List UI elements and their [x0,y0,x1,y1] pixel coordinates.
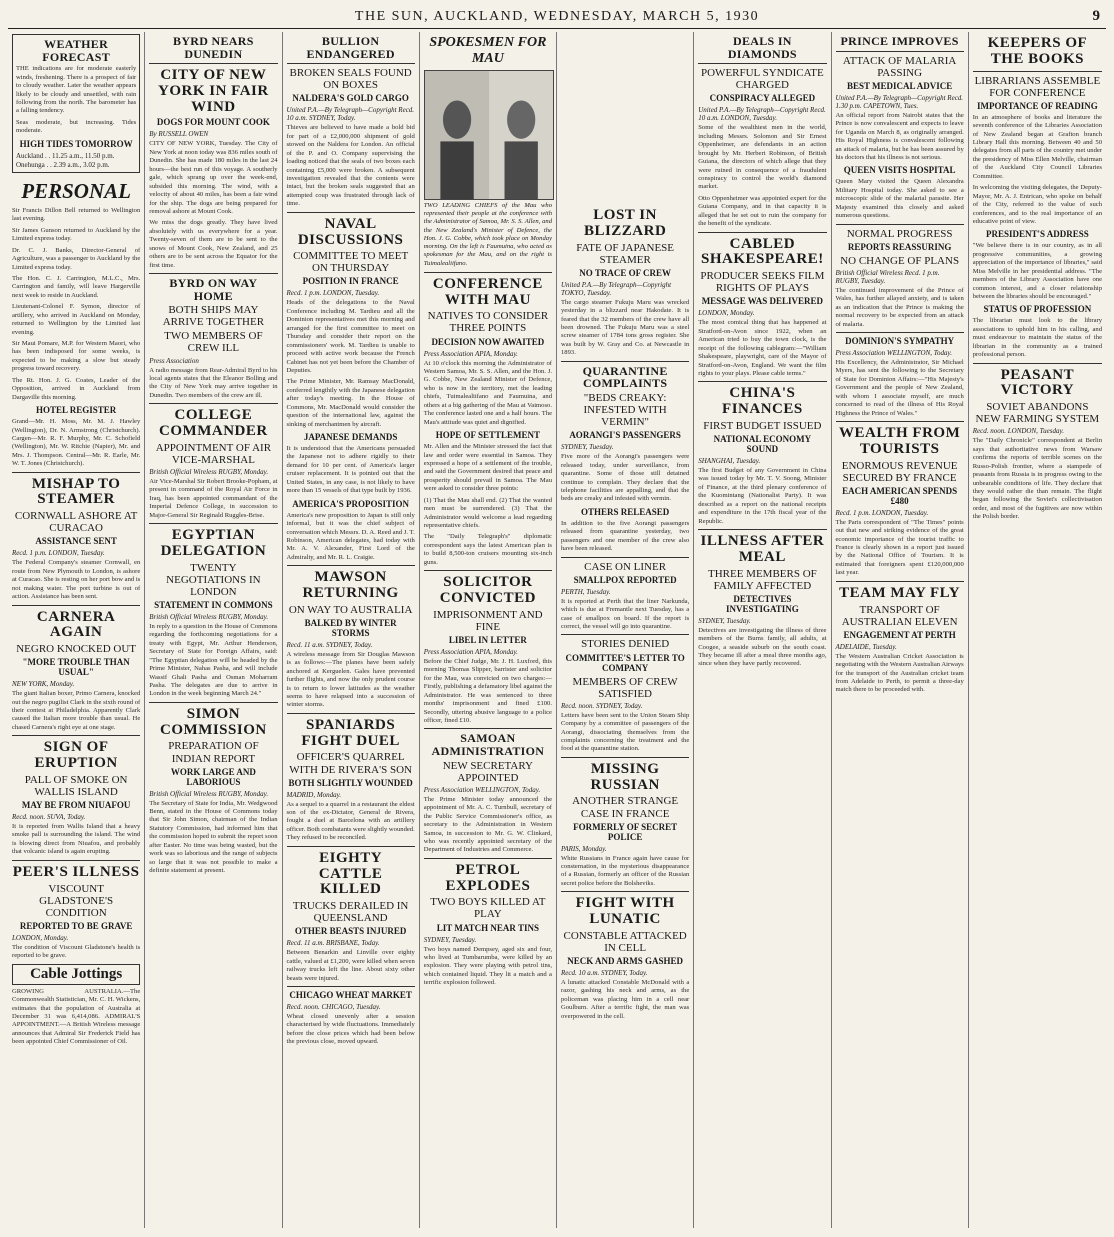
diamonds-dateline: United P.A.—By Telegraph—Copyright Recd. 10 a.m. LONDON, Tuesday. [698,106,826,123]
solicitor-subhead-2: LIBEL IN LETTER [448,634,527,645]
peasant-dateline: Recd. noon. LONDON, Tuesday. [972,427,1064,436]
tide-auckland: Auckland . . 11.25 a.m., 11.50 p.m. [16,151,115,160]
petrol-headline: PETROL EXPLODES [445,861,531,894]
mawson-subhead: ON WAY TO AUSTRALIA [288,603,413,616]
mawson-dateline: Recd. 11 a.m. SYDNEY, Today. [286,640,373,649]
hope-subhead: HOPE OF SETTLEMENT [435,430,540,441]
mawson-text: A wireless message from Sir Douglas Mawson is as follows:—The planes have been safely anchored at Kerguelen. Gales have prevented further flights, and now the only prudent course is to return to lower latitudes as the weather seems to have relapsed into a succession of winter storms. [286,650,415,709]
college-subhead: APPOINTMENT OF AIR VICE-MARSHAL [155,441,272,466]
mishap-subhead: CORNWALL ASHORE AT CURACAO [14,510,138,535]
bullion-subhead: BROKEN SEALS FOUND ON BOXES [289,67,412,92]
prince-subhead-2: BEST MEDICAL ADVICE [846,80,953,91]
smallpox-text: It is reported at Perth that the liner Narkunda, which is due at Fremantle next Tuesday, has a case of smallpox on board. If the report is correct, the vessel will go into quarantine. [561,597,690,630]
illness-text: Detectives are investigating the illness of three members of the Burns family, all adults, at Coogee, a seaside suburb on the south coast. They became ill after a meal three months ago, since when they have partly recovered. [698,626,827,668]
simon-dateline: British Official Wireless RUGBY, Monday. [149,789,269,798]
quarantine-text: Five more of the Aorangi's passengers were released today, under surveillance, from quarantine. Some of those still detained continue to complain. They declare that the telephone facilities are appalling, and that the beds are creaky and infested with vermin. [561,453,690,503]
shakespeare-subhead: PRODUCER SEEKS FILM RIGHTS OF PLAYS [700,270,825,295]
shakespeare-dateline: LONDON, Monday. [698,309,755,318]
personal-item: Lieutenant-Colonel F. Symon, director of artillery, who arrived in Auckland on Monday, returned to Wellington by the Limited last evening. [12,303,141,336]
samoa-subhead: NEW SECRETARY APPOINTED [442,759,534,784]
byrd-byline: By RUSSELL OWEN [149,130,209,139]
lunatic-subhead: CONSTABLE ATTACKED IN CELL [563,929,687,954]
team-text: The Western Australian Cricket Association is negotiating with the Western Australian Airways for the transport of the Australian cricket team from Adelaide to Perth, to permit a three-day match there to be proceeded with. [835,652,964,694]
column-5 [557,32,694,1228]
byrd-way-headline: BYRD ON WAY HOME [169,276,258,303]
missing-subhead-2: FORMERLY OF SECRET POLICE [573,821,678,842]
mau-caption: TWO LEADING CHIEFS of the Mau who represented their people at the conference with the Administrator of Samoa, Mr. S. S. Allen, and the New Zealand's Minister of Defence, the Hon. J. G. Cobbe, which took place on Monday morning. On the left is Faumuina, who acted as spokesman for the Mau, and on the right is Tuimalealiifano. [423,202,552,267]
dominion-dateline: Press Association WELLINGTON, Today. [835,348,952,357]
mishap-headline: MISHAP TO STEAMER [31,475,121,508]
naval-headline: NAVAL DISCUSSIONS [297,215,404,248]
peasant-subhead: SOVIET ABANDONS NEW FARMING SYSTEM [975,401,1100,426]
simon-headline: SIMON COMMISSION [160,705,267,738]
status-profession-subhead: STATUS OF PROFESSION [983,304,1092,315]
japanese-demands-text: It is understood that the Americans persuaded the Japanese not to adhere rigidly to their demand for 10 per cent. of America's larger cruiser replacement. It is pointed out that the United States, in any case, is not likely to have more than 15 vessels of that type built by 1936. [286,445,415,495]
petrol-subhead: TWO BOYS KILLED AT PLAY [430,896,546,921]
diamonds-text: Some of the wealthiest men in the world, including Messrs. Solomon and Sir Ernest Oppenheimer, are defendants in an action brought by Mr. Herbert Robinson, of British Guiana, the directors of which allege that they were ruined in consequence of a fraudulent conspiracy to control the world's diamond market. [698,124,827,191]
blizzard-dateline: United P.A.—By Telegraph—Copyright TOKYO, Tuesday. [561,280,672,297]
blizzard-text: The cargo steamer Fukuju Maru was wrecked yesterday in a blizzard near Hakodate. It is feared that the 32 members of the crew have all been drowned. The Fukuju Maru was a steel screw steamer of 1784 tons gross register. She was built by W. Gray and Co. at Newcastle in 1893. [561,298,690,357]
books-headline: KEEPERS OF THE BOOKS [987,35,1088,67]
cable-jottings-text: GROWING AUSTRALIA.—The Commonwealth Statistician, Mr. C. H. Wickens, estimates that the population of Australia at December 31 was 6,414,086. ADMIRAL'S APPOINTMENT.—A British Wireless message announces that Admiral Sir Frederick Field has been appointed Chief Commissioner of Oil. [12,987,141,1046]
dominion-headline: DOMINION'S SYMPATHY [845,335,955,346]
dominion-text: His Excellency, the Administrator, Sir Michael Myers, has sent the following to the Secretary of State for Dominion Affairs:—"His Majesty's Government and the people of New Zealand, with whom I associate myself, are much concerned to read of the illness of His Royal Highness the Prince of Wales." [835,358,964,417]
solicitor-subhead: IMPRISONMENT AND FINE [433,608,543,633]
stories-text: Letters have been sent to the Union Steam Ship Company by a committee of passengers of the Aorangi, dissociating themselves from the complaints concerning the treatment and the food at the quarantine station. [561,711,690,753]
missing-subhead: ANOTHER STRANGE CASE IN FRANCE [572,795,679,820]
bullion-text: Thieves are believed to have made a bold bid for part of a £2,000,000 shipment of gold stowed on the Naldera for London. An official of the P. and O. Company supervising the loading noticed that the seals of two boxes each containing £5,000 were broken. A subsequent investigation revealed that the contents were intact, but the broken seals suggested that an attempted coup was frustrated through lack of time. [286,124,415,208]
bullion-headline: BULLION ENDANGERED [306,34,395,61]
diamonds-subhead-2: CONSPIRACY ALLEGED [709,93,816,104]
america-proposition-text: America's new proposition to Japan is still only informal, but it was the chief subject of conversation which Messrs. D. A. Reed and J. T. Robinson, American delegates, had today with Mr. A. V. Alexander, First Lord of the Admiralty, and Mr. R. L. Craigie. [286,511,415,561]
japanese-demands-subhead: JAPANESE DEMANDS [303,432,398,442]
prince-headline: PRINCE IMPROVES [840,34,959,48]
naval-dateline: Recd. 1 p.m. LONDON, Tuesday. [286,289,380,298]
personal-item: Sir Maui Pomare, M.P. for Western Maori, who has been indisposed for some weeks, is expected to be making a slow but steady progress toward recovery. [12,340,141,373]
photo-spacer [561,32,689,204]
cattle-text: Between Benarkin and Linville over eighty cattle, valued at £1,200, were killed when seven railway trucks left the line. About sixty other beasts were injured. [286,949,415,982]
column-2 [145,32,282,1228]
byrd-way-subhead-2: TWO MEMBERS OF CREW ILL [164,330,263,355]
peer-subhead: VISCOUNT GLADSTONE'S CONDITION [39,882,114,919]
eruption-dateline: Recd. noon. SUVA, Today. [12,813,86,822]
shakespeare-headline: CABLED SHAKESPEARE! [701,235,824,268]
status-profession-text: The librarian must look to the library associations to uphold him in his calling, and must endeavour to maintain the status of the librarian in the community as a trained professional person. [972,317,1102,359]
mawson-headline: MAWSON RETURNING [302,569,399,601]
conference-text-2: The "Daily Telegraph's" diplomatic correspondent says the latest American plan is to build 8,500-ton cruisers mounting six-inch guns. [423,533,552,566]
books-subhead: LIBRARIANS ASSEMBLE FOR CONFERENCE [974,74,1101,99]
hotel-register-headline: HOTEL REGISTER [35,405,117,416]
duel-subhead: OFFICER'S QUARREL WITH DE RIVERA'S SON [289,751,412,776]
lunatic-text: A lunatic attacked Constable McDonald with a razor, gashing his neck and arms, as the policeman was placing him in a cell near Goulburn. After a terrific fight, the man was overpowered in the cell. [561,979,690,1020]
mishap-subhead-2: ASSISTANCE SENT [35,536,117,547]
petrol-text: Two boys named Dempsey, aged six and four, who lived at Tumbarumba, were killed by an explosion. They were playing with petrol tins, which contained liquid. They lit a match and a terrific explosion followed. [423,945,552,987]
america-proposition-subhead: AMERICA'S PROPOSITION [292,498,409,509]
missing-dateline: PARIS, Monday. [561,844,607,853]
byrd-subhead: CITY OF NEW YORK IN FAIR WIND [158,67,269,115]
blizzard-headline: LOST IN BLIZZARD [583,207,667,239]
normal-progress-subhead: REPORTS REASSURING [847,241,952,252]
diamonds-headline: DEALS IN DIAMONDS [727,34,797,61]
peasant-text: The "Daily Chronicle" correspondent at Berlin says that authoritative news from Warsaw confirms the reports of terrible scenes on the Russo-Polish frontier, where a stampede of peasants from Russia is in progress owing to the unbearable conditions of life. They declare that they would rather die than remain. The flight began following the Soviet's collectivisation order, and most of the fugitives are now within the Polish border. [972,437,1102,521]
prince-subhead: ATTACK OF MALARIA PASSING [842,54,957,79]
byrd-subhead-2: DOGS FOR MOUNT COOK [156,117,270,128]
peer-subhead-2: REPORTED TO BE GRAVE [19,920,133,931]
solicitor-text: Before the Chief Judge, Mr. J. H. Luxford, this morning Thomas Slipper, barrister and solicitor for the Mau, was convicted on two charges:—Firstly, publishing a defamatory libel against the Administrator. He was sentenced to three months' imprisonment and fined £100. Secondly, uttering abusive language to a police officer, fined £10. [423,657,552,724]
mawson-subhead-2: BALKED BY WINTER STORMS [304,617,397,638]
college-dateline: British Official Wireless RUGBY, Monday. [149,468,269,476]
shakespeare-subhead-2: MESSAGE WAS DELIVERED [701,296,824,307]
duel-headline: SPANIARDS FIGHT DUEL [301,716,400,749]
prince-text: An official report from Nairobi states that the Prince is now convalescent and expects to leave for Uganda on March 8, as originally arranged. His Royal Highness is convalescent following an attack of malaria, but he has been assured by his doctors that his illness is not serious. [835,111,964,161]
college-headline: COLLEGE COMMANDER [159,407,268,440]
smallpox-dateline: PERTH, Tuesday. [561,587,611,596]
column-1 [8,32,145,1228]
conference-headline: CONFERENCE WITH MAU [432,275,543,308]
queen-visits-text: Queen Mary visited the Queen Alexandra Military Hospital today. She asked to see a microscopic slide of the malarial parasite. Her Majesty examined this closely and asked numerous questions. [835,178,964,220]
peer-headline: PEER'S ILLNESS [12,863,140,880]
column-6 [694,32,831,1228]
wealth-subhead-2: EACH AMERICAN SPENDS £480 [842,485,958,506]
carnera-subhead-2: "MORE TROUBLE THAN USUAL" [22,657,130,678]
cattle-headline: EIGHTY CATTLE KILLED [318,849,383,898]
column-7 [832,32,969,1228]
blizzard-subhead-2: NO TRACE OF CREW [579,267,671,278]
wheat-dateline: Recd. noon. CHICAGO, Tuesday. [286,1002,381,1011]
mishap-text: The Federal Company's steamer Cornwall, en route from New Plymouth to London, is ashore at Curacao. She is resting on her port bow and is not making water. The port turbine is out of action. Assistance has been sent. [12,559,141,601]
cable-jottings-headline: Cable Jottings [12,964,140,985]
peer-dateline: LONDON, Monday. [12,933,69,942]
weather-box [12,34,140,173]
column-8 [969,32,1106,1228]
byrd-way-dateline: Press Association [149,356,199,365]
blizzard-subhead: FATE OF JAPANESE STEAMER [576,241,675,266]
eruption-text: It is reported from Wallis Island that a heavy smoke pall is surrounding the island. The wind is blowing direct from Niuafou, and probably that volcanic island is again erupting. [12,823,141,856]
samoa-dateline: Press Association WELLINGTON, Today. [423,785,541,794]
prince-dateline: United P.A.—By Telegraph—Copyright Recd. 1.30 p.m. CAPETOWN, Tues. [835,93,964,110]
byrd-headline: BYRD NEARS DUNEDIN [173,34,254,61]
smallpox-subhead: SMALLPOX REPORTED [573,574,677,585]
wealth-dateline: Recd. 1 p.m. LONDON, Tuesday. [835,508,929,517]
quarantine-subhead: "BEDS CREAKY: INFESTED WITH VERMIN" [583,391,667,429]
books-subhead-2: IMPORTANCE OF READING [977,100,1098,111]
wealth-subhead: ENORMOUS REVENUE SECURED BY FRANCE [841,459,958,484]
finances-text: The first Budget of any Government in China was issued today by Mr. T. V. Soong, Minister of Finance, at the third plenary conference of the Kuomintang (Nationalist Party). It was described as a report on the national receipts and expenditure in the 17th fiscal year of the Republic. [698,466,827,525]
mau-headline: SPOKESMEN FOR MAU [429,35,547,66]
naval-text-2: The Prime Minister, Mr. Ramsay MacDonald, conferred lengthily with the Japanese delegation after today's meeting. In the House of Commons, Mr. MacDonald would consider the question of the international law, against the sinking of merchantmen by aircraft. [286,378,415,428]
peasant-headline: PEASANT VICTORY [1000,366,1075,399]
duel-text: As a sequel to a quarrel in a restaurant the eldest son of the ex-Dictator, General de Rivera, fought a duel at Barcelona with an artillery officer. Both combatants were slightly wounded. They refused to be reconciled. [286,800,415,842]
normal-progress-subhead-2: NO CHANGE OF PLANS [840,254,960,267]
carnera-dateline: NEW YORK, Monday. [12,680,75,689]
wheat-text: Wheat closed unevenly after a session characterised by wide fluctuations. Immediately before the close prices which had been below the previous close, moved upward. [286,1012,415,1046]
finances-subhead: FIRST BUDGET ISSUED [703,419,822,432]
masthead [8,6,1106,29]
illness-subhead: THREE MEMBERS OF FAMILY AFFECTED [707,567,817,592]
byrd-text: CITY OF NEW YORK, Tuesday. The City of New York at noon today was 836 miles south of Dunedin. She has made 180 miles in the last 24 hours—the best run of this voyage. A southerly gale, which sprang up over the week-end, subsided this morning. The wind, with a velocity of about 40 miles, has been a fair wind for the ship. The dogs are being prepared for removal ashore at Mount Cook. [149,140,278,215]
byrd-text-2: We miss the dogs greatly. They have lived absolutely with us everywhere for a year. Twenty-seven of them are to be sent to the snows of Mount Cook, New Zealand, and 25 others are to be sent across the Equator for the first time. [149,219,278,269]
conference-subhead-2: DECISION NOW AWAITED [431,336,545,347]
columns [8,32,1106,1228]
hope-text: Mr. Allen and the Minister stressed the fact that law and order were essential in Samoa. They expressed a hope of a settlement of the trouble, and said the Government desired that peace and prosperity should prevail in Samoa. The Mau were asked to consider three points: [423,443,552,493]
personal-item: The Rt. Hon. J. G. Coates, Leader of the Opposition, arrived in Auckland from Dargaville this morning. [12,376,141,401]
diamonds-text-2: Otto Oppenheimer was appointed expert for the Guiana Company, and in that capacity it is alleged that he set out to ruin the company for the benefit of the syndicate. [698,194,827,228]
stories-subhead: COMMITTEE'S LETTER TO COMPANY [565,652,685,673]
eruption-subhead: PALL OF SMOKE ON WALLIS ISLAND [24,773,128,798]
wealth-text: The Paris correspondent of "The Times" points out that new and striking evidence of the great economic importance of the tourist traffic to France is clearly shown in a report just issued by the National Office of Tourism. It is estimated that foreigners spent £120,000,000 last year. [835,518,964,577]
stories-dateline: Recd. noon. SYDNEY, Today. [561,701,643,710]
egypt-dateline: British Official Wireless RUGBY, Monday. [149,612,269,621]
petrol-subhead-2: LIT MATCH NEAR TINS [436,922,540,933]
normal-progress-text: The continued improvement of the Prince of Wales, has further allayed anxiety, and is taken as an indication that the Prince is making the normal recovery to be expected from an attack of malaria. [835,286,964,328]
solicitor-dateline: Press Association APIA, Monday. [423,647,518,656]
weather-headline: WEATHER FORECAST [42,37,110,64]
illness-headline: ILLNESS AFTER MEAL [700,533,825,565]
weather-text: THE indications are for moderate easterly winds, freshening. There is a prospect of fair to cloudy weather. Later the weather appears likely to be cloudy and unsettled, with rain following from the north. The barometer has a falling tendency. [16,65,137,115]
books-text: In an atmosphere of books and literature the seventh conference of the Libraries Association of New Zealand began at Grafton branch Library Hall this morning. Between 40 and 50 delegates from all parts of the country met under the presidency of Miss Ellen Melville, chairman of the Auckland City Council Libraries Committee. [972,113,1102,180]
missing-text: White Russians in France again have cause for consternation, in the mysterious disappearance of a Russian, formerly an officer of the Russian secret police before the Bolsheviks. [561,854,690,887]
egypt-text: In reply to a question in the House of Commons regarding the forthcoming negotiations for a treaty with Egypt, Mr. Arthur Henderson, Secretary of State for Foreign Affairs, said: "The Egyptian delegation will be headed by the Prime Minister, Nahas Pasha, and will include Wassif Ghali Pasha and Osman Moharram Pasha. The delegates are due to arrive in London in the week beginning March 24." [149,622,278,698]
eruption-subhead-2: MAY BE FROM NIUAFOU [21,800,131,811]
byrd-way-text: A radio message from Rear-Admiral Byrd to his local agents states that the Eleanor Bolling and the City of New York may arrive together in Dunedin. Two members of the crew are ill. [149,366,278,399]
personal-item: Sir Francis Dillon Bell returned to Wellington last evening. [12,206,141,223]
personal-headline: PERSONAL [21,178,131,203]
personal-item: Sir James Gunson returned to Auckland by the Limited express today. [12,226,141,243]
simon-text: The Secretary of State for India, Mr. Wedgwood Benn, stated in the House of Commons today that Sir John Simon, chairman of the Indian Statutory Commission, had informed him that the commission hoped to submit the report soon after Easter. No time was being wasted, but the work was so laborious and the range of subjects so large that it was not possible to make a definite statement at present. [149,799,278,875]
team-dateline: ADELAIDE, Tuesday. [835,642,897,651]
cattle-subhead: TRUCKS DERAILED IN QUEENSLAND [292,900,409,925]
tides-title: HIGH TIDES TOMORROW [19,138,133,149]
masthead-title: THE SUN, AUCKLAND, WEDNESDAY, MARCH 5, 1930 [354,9,760,24]
illness-subhead-2: DETECTIVES INVESTIGATING [725,593,799,614]
stories-headline: STORIES DENIED [581,638,670,651]
team-headline: TEAM MAY FLY [839,584,961,601]
finances-subhead-2: NATIONAL ECONOMY SOUND [713,433,812,454]
stories-subhead-2: MEMBERS OF CREW SATISFIED [572,675,678,700]
conference-dateline: Press Association APIA, Monday. [423,349,518,358]
bullion-subhead-2: NALDERA'S GOLD CARGO [292,93,409,104]
samoa-headline: SAMOAN ADMINISTRATION [431,731,545,758]
carnera-text: The giant Italian boxer, Primo Carnera, knocked out the negro pugilist Clark in the sixth round of their contest at Philadelphia. Apparently Clark caused the Italian more trouble than usual. He chased Carnera's right eye at one stage. [12,690,141,731]
petrol-dateline: SYDNEY, Tuesday. [423,935,477,944]
bullion-dateline: United P.A.—By Telegraph—Copyright Recd. 10 a.m. SYDNEY, Today. [286,106,415,123]
column-4 [420,32,557,1228]
quarantine-dateline: SYDNEY, Tuesday. [561,443,614,452]
carnera-headline: CARNERA AGAIN [36,608,116,641]
samoa-text: The Prime Minister today announced the appointment of Mr. A. C. Turnbull, secretary of the Public Service Commissioner's office, as secretary to the Administration in Western Samoa, in succession to Mr. G. W. Clinkard, who was recently appointed secretary of the Department of Industries and Commerce. [423,795,552,854]
quarantine-subhead-2: AORANGI'S PASSENGERS [569,430,681,441]
team-subhead-2: ENGAGEMENT AT PERTH [843,629,956,640]
personal-item: Dr. C. J. Banks, Director-General of Agriculture, was a passenger to Auckland by the Limited express today. [12,246,141,271]
eruption-headline: SIGN OF ERUPTION [34,739,118,772]
portrait-icon [425,71,553,199]
simon-subhead: PREPARATION OF INDIAN REPORT [168,740,259,765]
lunatic-dateline: Recd. 10 a.m. SYDNEY, Today. [561,969,648,978]
naval-text: Heads of the delegations to the Naval Conference including M. Tardieu and all the Dominion representatives met this morning and arranged for the first committee to meet on Thursday and consider their report on the commissioners' work. M. Tardieu is unable to proceed with active work because the French Cabinet has not yet been before the Chamber of Deputies. [286,299,415,374]
three-points-text: (1) That the Mau shall end. (2) That the wanted men must be surrendered. (3) That the Administrator would welcome a lead regarding representative chiefs. [423,496,552,529]
finances-headline: CHINA'S FINANCES [722,385,803,418]
finances-dateline: SHANGHAI, Tuesday. [698,456,761,465]
egypt-subhead-2: STATEMENT IN COMMONS [154,599,273,610]
college-text: Air Vice-Marshal Sir Robert Brooke-Popham, at present in command of the Royal Air Force in Iraq, has been appointed commandant of the Imperial Defence College, in succession to Major-General Sir Reginald Ruggles-Brise. [149,478,278,519]
simon-subhead-2: WORK LARGE AND LABORIOUS [170,766,256,787]
normal-progress-dateline: British Official Wireless Recd. 1 p.m. RUGBY, Tuesday. [835,268,940,285]
conference-subhead: NATIVES TO CONSIDER THREE POINTS [427,310,549,335]
peer-text: The condition of Viscount Gladstone's health is reported to be grave. [12,943,141,960]
page-number: 9 [1092,8,1100,24]
mau-chiefs-photo [424,70,554,200]
wealth-headline: WEALTH FROM TOURISTS [839,425,961,457]
naval-subhead-2: POSITION IN FRANCE [302,276,399,287]
cattle-dateline: Recd. 11 a.m. BRISBANE, Today. [286,939,380,948]
illness-dateline: SYDNEY, Tuesday. [698,616,751,625]
president-address-text: "We believe there is in our country, as in all progressive communities, a growing appreciation of the importance of libraries," said Miss Melville in her presidential address. "The members of the Library Association have one common interest, and a closer relationship between the libraries should be encouraged." [972,242,1102,300]
byrd-way-subhead: BOTH SHIPS MAY ARRIVE TOGETHER [162,304,265,329]
normal-progress-headline: NORMAL PROGRESS [846,227,953,240]
mishap-dateline: Recd. 1 p.m. LONDON, Tuesday. [12,549,105,558]
president-address-subhead: PRESIDENT'S ADDRESS [985,229,1089,240]
column-3 [283,32,420,1228]
shakespeare-text: The most comical thing that has happened at Stratford-on-Avon since 1922, when an American tried to buy the town clock, is the receipt of the following cablegram:—"William Shakespeare, playwright, care of the Mayor of Stratford-on-Avon, England. We want the film rights to your plays. Please cable terms." [698,319,827,377]
hotel-register-text: Grand—Mr. H. Moss, Mr. M. J. Hawley (Wellington), Dr. N. Armstrong (Christchurch). Cargen—Mr. R. F. Murphy, Mr. C. Schofield (Wellington), Mr. W. Ritchie (Napier), Mr. and Mrs. J. Thompson. Central—Mr. R. Earle, Mr. W. T. Jones (Christchurch). [12,418,141,468]
egypt-subhead: TWENTY NEGOTIATIONS IN LONDON [166,561,261,598]
queen-visits-subhead: QUEEN VISITS HOSPITAL [843,165,956,176]
tide-onehunga: Onehunga . . 2.39 a.m., 3.02 p.m. [16,160,110,169]
team-subhead: TRANSPORT OF AUSTRALIAN ELEVEN [841,603,958,628]
solicitor-headline: SOLICITOR CONVICTED [439,574,536,606]
lunatic-headline: FIGHT WITH LUNATIC [575,895,675,928]
personal-item: The Hon. C. J. Carrington, M.L.C., Mrs. Carrington and family, will leave Hargerville next week to reside in Auckland. [12,274,141,299]
others-released-subhead: OTHERS RELEASED [580,506,670,517]
duel-dateline: MADRID, Monday. [286,790,342,799]
diamonds-subhead: POWERFUL SYNDICATE CHARGED [701,67,824,92]
cattle-subhead-2: OTHER BEASTS INJURED [294,926,407,937]
conference-text: At 10 o'clock this morning the Administrator of Western Samoa, Mr. S. S. Allen, and the Hon. J. G. Cobbe, New Zealand Minister of Defence, who is now in the territory, met the leading chiefs, Tuimalealiifano and Faumuina, and others at a big gathering of the Mau at Vaimoso. The conference lasted one and a half hours. The Mau's attitude was quiet and dignified. [423,359,552,426]
missing-headline: MISSING RUSSIAN [590,760,660,793]
lunatic-subhead-2: NECK AND ARMS GASHED [567,956,683,967]
weather-seas: Seas moderate, but increasing. Tides moderate. [16,118,137,135]
wheat-headline: CHICAGO WHEAT MARKET [289,989,412,1000]
others-released-text: In addition to the five Aorangi passengers released from quarantine yesterday, two passengers and one member of the crew also have been released. [561,519,690,553]
egypt-headline: EGYPTIAN DELEGATION [160,527,267,559]
smallpox-headline: CASE ON LINER [584,560,667,573]
books-text-2: In welcoming the visiting delegates, the Deputy-Mayor, Mr. A. J. Entrican, who spoke on behalf of the City, referred to the value of such conferences, and to the real importance of an educative point of view. [972,184,1102,225]
duel-subhead-2: BOTH SLIGHTLY WOUNDED [288,777,413,788]
quarantine-headline: QUARANTINE COMPLAINTS [582,363,668,391]
naval-subhead: COMMITTEE TO MEET ON THURSDAY [293,250,409,275]
carnera-subhead: NEGRO KNOCKED OUT [16,643,137,656]
